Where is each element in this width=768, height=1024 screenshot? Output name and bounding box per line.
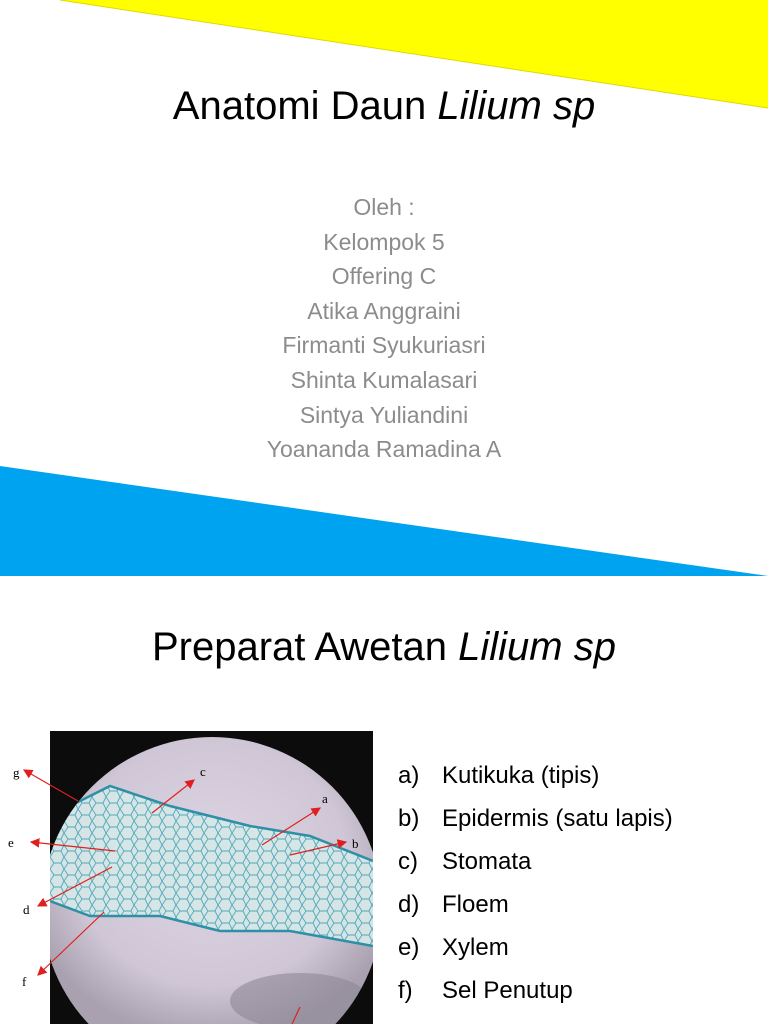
label-g: g bbox=[13, 765, 20, 780]
content-slide bbox=[0, 589, 768, 1024]
species-name: Lilium sp bbox=[437, 84, 596, 128]
author-list bbox=[0, 190, 768, 467]
slide-title: Anatomi Daun Lilium sp bbox=[172, 84, 596, 128]
author-line: Sintya Yuliandini bbox=[299, 401, 469, 428]
legend-item bbox=[398, 976, 673, 1019]
legend-text: Sel Penutup bbox=[442, 977, 573, 1004]
legend-marker: f) bbox=[398, 977, 413, 1004]
author-line: Offering C bbox=[331, 263, 437, 290]
legend-text: Floem bbox=[442, 891, 509, 918]
blue-band bbox=[0, 466, 768, 576]
species-name: Lilium sp bbox=[458, 625, 616, 669]
legend-item bbox=[398, 804, 673, 847]
micrograph-image bbox=[50, 731, 373, 1024]
legend-item bbox=[398, 761, 673, 804]
author-line: Atika Anggraini bbox=[307, 297, 461, 324]
legend-item bbox=[398, 933, 673, 976]
legend-marker: e) bbox=[398, 934, 420, 961]
label-f: f bbox=[22, 974, 27, 989]
legend-marker: a) bbox=[398, 762, 420, 789]
slide-title: Preparat Awetan Lilium sp bbox=[152, 625, 616, 669]
legend-text: Xylem bbox=[442, 934, 509, 961]
legend-text: Kutikuka (tipis) bbox=[442, 762, 600, 789]
legend-text: Epidermis (satu lapis) bbox=[442, 805, 673, 832]
label-d: d bbox=[23, 902, 30, 917]
author-line: Kelompok 5 bbox=[323, 228, 445, 255]
legend-marker: d) bbox=[398, 891, 420, 918]
label-e: e bbox=[8, 835, 14, 850]
legend-list bbox=[398, 761, 673, 1019]
legend-marker: c) bbox=[398, 848, 418, 875]
label-c: c bbox=[200, 764, 206, 779]
legend-item bbox=[398, 890, 673, 933]
label-a: a bbox=[322, 791, 328, 806]
author-line: Firmanti Syukuriasri bbox=[282, 332, 486, 359]
author-line: Yoananda Ramadina A bbox=[266, 436, 502, 463]
legend-marker: b) bbox=[398, 805, 420, 832]
author-line: Shinta Kumalasari bbox=[290, 366, 478, 393]
author-line: Oleh : bbox=[353, 194, 415, 220]
legend-item bbox=[398, 847, 673, 890]
legend-text: Stomata bbox=[442, 848, 532, 875]
slide-gap bbox=[0, 576, 768, 589]
label-b: b bbox=[352, 836, 359, 851]
